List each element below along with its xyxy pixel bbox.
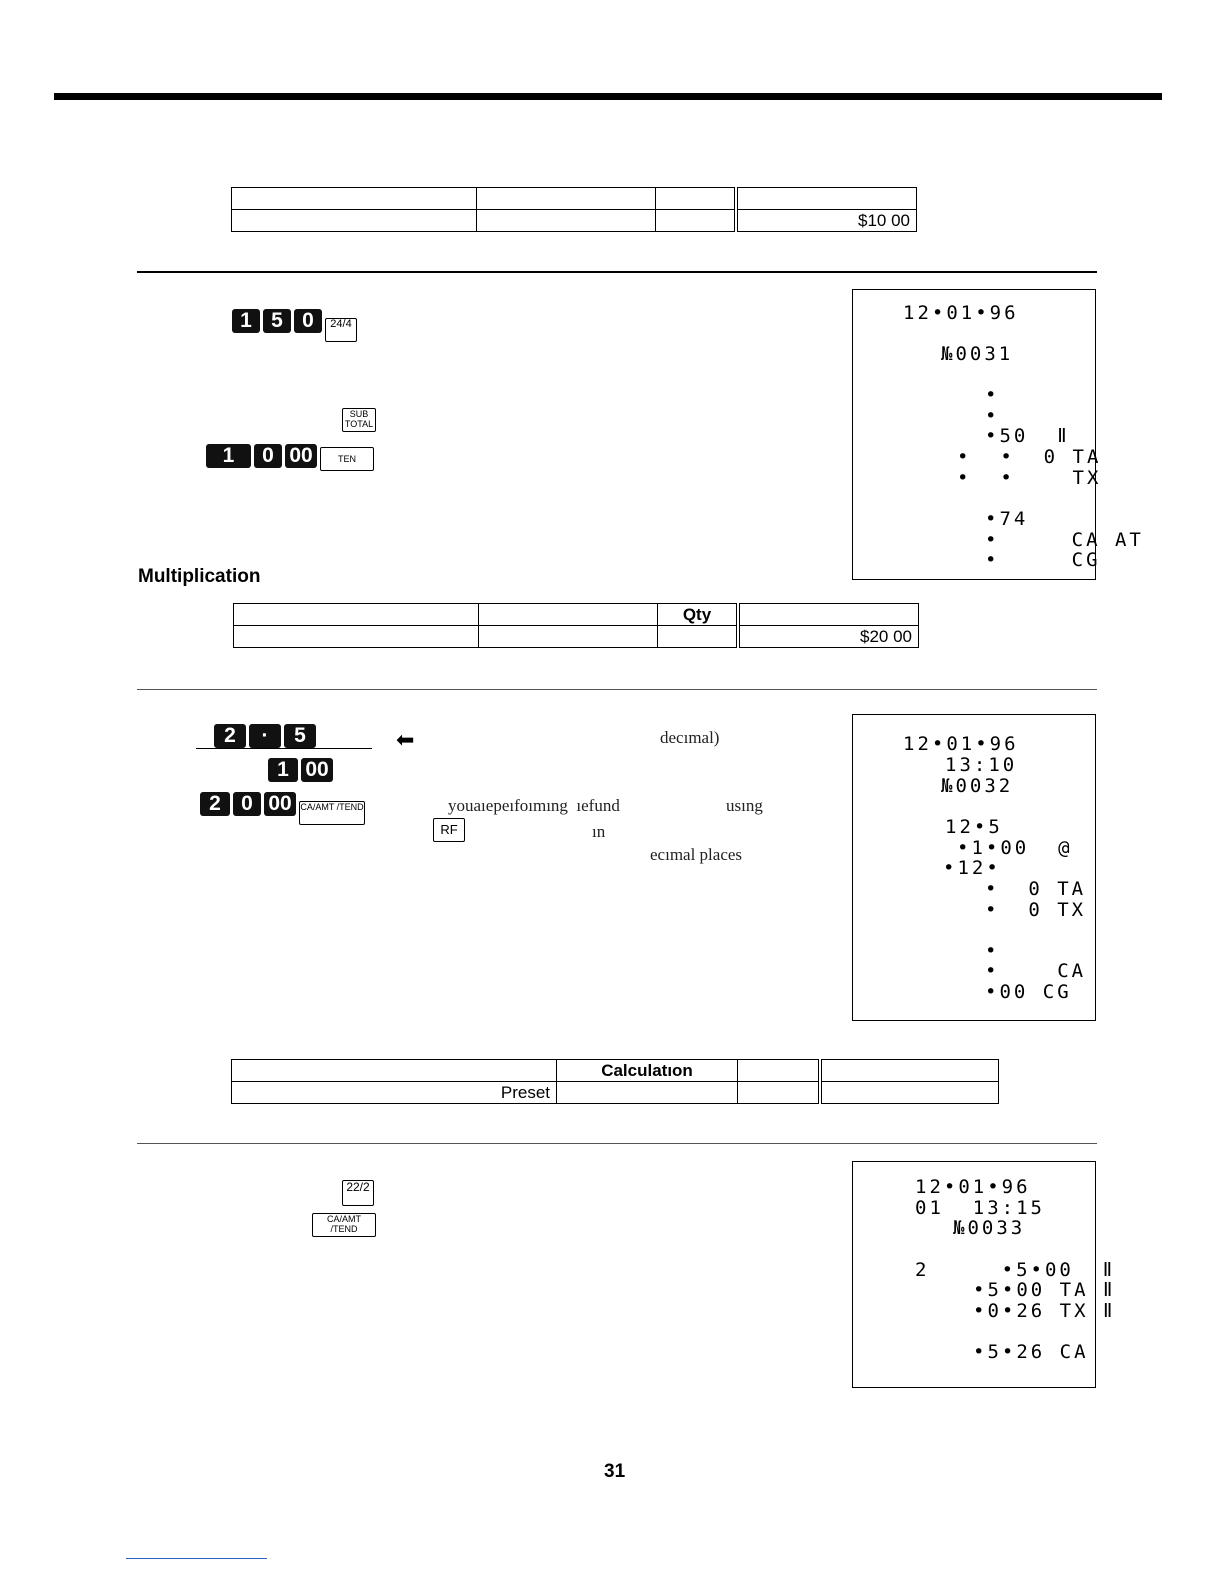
key-0[interactable]: 0 bbox=[294, 309, 322, 333]
key-0[interactable]: 0 bbox=[254, 444, 282, 468]
qty-header: Qty bbox=[658, 604, 739, 626]
key-5[interactable]: 5 bbox=[263, 309, 291, 333]
receipt-2 bbox=[852, 714, 1096, 1021]
receipt-line: •1•00 @ bbox=[957, 837, 1073, 859]
key-decimal[interactable]: · bbox=[249, 724, 281, 748]
section-divider bbox=[137, 689, 1097, 690]
price-cell: $10 00 bbox=[736, 210, 917, 232]
tender-key[interactable]: TEN bbox=[320, 447, 374, 471]
top-rule bbox=[54, 93, 1162, 100]
receipt-line: • 0 TX bbox=[985, 899, 1087, 921]
receipt-line: 2 •5•00 Ⅱ bbox=[915, 1259, 1116, 1281]
receipt-line: •74 bbox=[985, 508, 1029, 530]
key-sequence-2 bbox=[206, 444, 374, 471]
receipt-time: 13:10 bbox=[945, 754, 1018, 776]
receipt-line: •50 Ⅱ bbox=[985, 425, 1070, 447]
section-divider bbox=[137, 1143, 1097, 1144]
key-2[interactable]: 2 bbox=[200, 792, 230, 816]
refund-key[interactable]: RF bbox=[433, 818, 465, 842]
receipt-line: • 0 TA bbox=[985, 878, 1087, 900]
key-1[interactable]: 1 bbox=[232, 309, 260, 333]
receipt-line: • • TX bbox=[957, 467, 1102, 489]
subtotal-key[interactable]: SUB TOTAL bbox=[342, 408, 376, 432]
receipt-line: •5•00 TA Ⅱ bbox=[973, 1279, 1116, 1301]
receipt-line: • • 0 TA bbox=[957, 446, 1102, 468]
note-text: youaıepeıfoımıng ıefund bbox=[448, 796, 620, 815]
calculation-header: Calculatıon bbox=[557, 1060, 738, 1082]
dept-key-22-2[interactable]: 22/2 bbox=[342, 1180, 374, 1206]
section-heading: Multiplication bbox=[138, 566, 261, 587]
receipt-line: •0•26 TX Ⅱ bbox=[973, 1300, 1116, 1322]
receipt-line: • bbox=[985, 405, 1000, 427]
note-text: usıng bbox=[726, 796, 763, 815]
receipt-line: •12• bbox=[943, 857, 1001, 879]
preset-cell: Preset bbox=[232, 1082, 557, 1104]
key-00[interactable]: 00 bbox=[285, 444, 317, 468]
key-00[interactable]: 00 bbox=[301, 758, 333, 782]
key-2[interactable]: 2 bbox=[214, 724, 246, 748]
receipt-line: • bbox=[985, 384, 1000, 406]
receipt-time: 01 13:15 bbox=[915, 1197, 1045, 1219]
receipt-1 bbox=[852, 289, 1144, 580]
note-text: ecımal places bbox=[650, 845, 743, 864]
receipt-number: №0031 bbox=[941, 343, 1014, 365]
receipt-line: • CA bbox=[985, 960, 1087, 982]
underline bbox=[196, 748, 372, 749]
key-1[interactable]: 1 bbox=[268, 758, 298, 782]
section-divider bbox=[137, 271, 1097, 273]
key-sequence-5 bbox=[200, 792, 365, 825]
receipt-line: •00 CG bbox=[985, 981, 1072, 1003]
receipt-line: 12•5 bbox=[945, 816, 1003, 838]
receipt-date: 12•01•96 bbox=[915, 1176, 1031, 1198]
receipt-line: • CG bbox=[985, 549, 1101, 571]
condition-table-3 bbox=[231, 1059, 999, 1104]
receipt-line: • CA AT bbox=[985, 529, 1144, 551]
condition-table-1 bbox=[231, 187, 917, 232]
key-sequence-4 bbox=[268, 758, 336, 782]
receipt-number: №0033 bbox=[953, 1217, 1026, 1239]
key-0[interactable]: 0 bbox=[233, 792, 261, 816]
receipt-date: 12•01•96 bbox=[903, 733, 1019, 755]
receipt-date: 12•01•96 bbox=[903, 302, 1019, 324]
key-1[interactable]: 1 bbox=[206, 444, 251, 468]
cash-tender-key[interactable]: CA/AMT /TEND bbox=[312, 1213, 376, 1237]
footer-line bbox=[126, 1558, 267, 1559]
receipt-line: • bbox=[985, 940, 1000, 962]
key-00[interactable]: 00 bbox=[264, 792, 296, 816]
key-sequence-3 bbox=[214, 724, 319, 748]
receipt-number: №0032 bbox=[941, 775, 1014, 797]
note-text: decımal) bbox=[660, 728, 720, 747]
dept-key-24-4[interactable]: 24/4 bbox=[325, 318, 357, 342]
arrow-left-icon: ⬅ bbox=[396, 727, 415, 752]
page-number: 31 bbox=[604, 1461, 626, 1482]
receipt-line: •5•26 CA bbox=[973, 1341, 1089, 1363]
note-text: ın bbox=[592, 822, 606, 841]
receipt-3 bbox=[852, 1161, 1116, 1388]
key-5[interactable]: 5 bbox=[284, 724, 316, 748]
condition-table-2 bbox=[233, 603, 919, 648]
price-cell: $20 00 bbox=[738, 626, 919, 648]
cash-tender-key[interactable]: CA/AMT /TEND bbox=[299, 801, 365, 825]
key-sequence-1 bbox=[232, 309, 357, 342]
